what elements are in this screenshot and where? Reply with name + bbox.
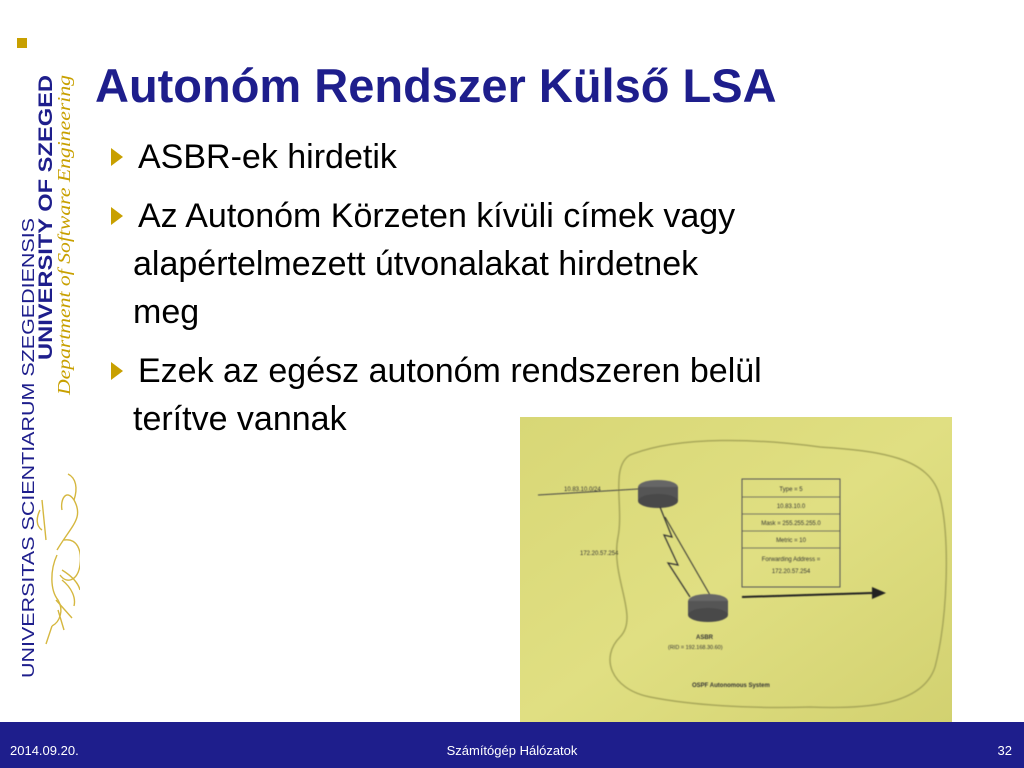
bullet-text: alapértelmezett útvonalakat hirdetnek xyxy=(133,245,699,283)
footer-page-number: 32 xyxy=(997,743,1012,758)
logo-university-text: UNIVERSITY OF SZEGED xyxy=(36,131,57,360)
photo-background xyxy=(520,417,952,725)
footer-bar xyxy=(0,722,1024,768)
ospf-diagram-photo xyxy=(520,417,952,725)
bullet-text: meg xyxy=(133,293,200,331)
asbr-rid-label: (RID = 192.168.30.60) xyxy=(668,645,723,651)
external-router-icon xyxy=(638,480,678,508)
bullet-text: Ezek az egész autonóm rendszeren belül xyxy=(138,352,762,390)
system-label: OSPF Autonomous System xyxy=(692,683,770,689)
lsa-field: Metric = 10 xyxy=(776,538,806,544)
logo-latin-text: UNIVERSITAS SCIENTIARUM SZEGEDIENSIS xyxy=(18,302,38,678)
lsa-field: Mask = 255.255.255.0 xyxy=(761,521,821,527)
gold-square-bullet xyxy=(17,38,27,48)
bullet-text: terítve vannak xyxy=(133,400,347,438)
bullet-item xyxy=(108,192,988,336)
bullet-arrow-icon xyxy=(111,148,123,166)
bullet-item xyxy=(108,133,988,181)
bullet-arrow-icon xyxy=(111,362,123,380)
slide-title: Autonóm Rendszer Külső LSA xyxy=(95,59,777,112)
asbr-label: ASBR xyxy=(696,635,714,641)
university-logo xyxy=(2,70,80,680)
link-label: 172.20.57.254 xyxy=(580,551,619,557)
asbr-router-icon xyxy=(688,594,728,622)
network-label: 10.83.10.0/24 xyxy=(564,487,601,493)
lsa-field: 172.20.57.254 xyxy=(771,569,811,575)
lsa-field: 10.83.10.0 xyxy=(776,504,806,510)
bullet-arrow-icon xyxy=(111,207,123,225)
lsa-field: Forwarding Address = xyxy=(761,557,821,563)
lsa-field: Type = 5 xyxy=(779,487,803,493)
griffin-emblem-icon xyxy=(37,474,80,644)
logo-department-text: Department of Software Engineering xyxy=(54,129,74,395)
footer-course-title: Számítógép Hálózatok xyxy=(446,743,578,758)
bullet-list xyxy=(108,133,988,454)
bullet-text: Az Autonóm Körzeten kívüli címek vagy xyxy=(138,197,736,235)
footer-date: 2014.09.20. xyxy=(10,743,79,758)
bullet-text: ASBR-ek hirdetik xyxy=(138,138,397,176)
